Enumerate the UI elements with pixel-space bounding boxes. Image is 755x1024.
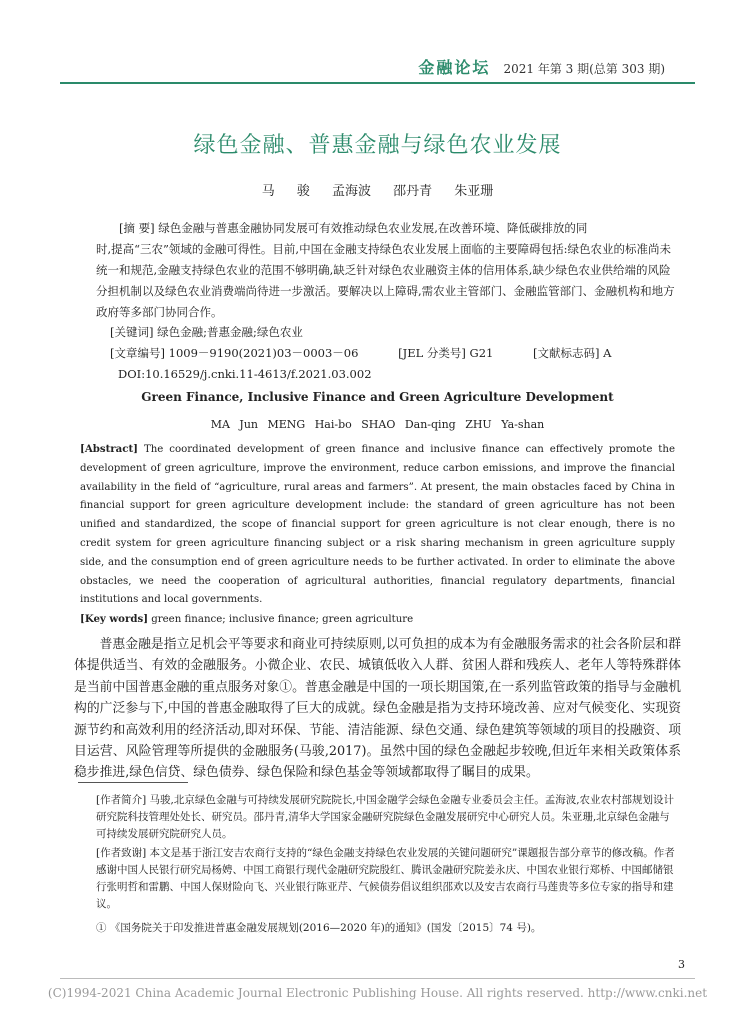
article-meta-row: [110, 343, 675, 364]
body-section: [74, 634, 681, 784]
page-number: 3: [678, 958, 685, 971]
issue-info: 2021 年第 3 期(总第 303 期): [503, 62, 665, 76]
document-code: [文献标志码] A: [533, 346, 612, 360]
abstract-first-line: [摘 要] 绿色金融与普惠金融协同发展可有效推动绿色农业发展,在改善环境、降低碳排放的同: [119, 221, 588, 235]
author-intro: [作者简介] 马骏,北京绿色金融与可持续发展研究院院长,中国金融学会绿色金融专业委员会主任。孟海波,农业农村部规划设计研究院科技管理处处长、研究员。邵丹青,清华大学国家金融研究院绿色金融发展研究中心研究人员。朱亚珊,北京绿色金融与可持续发展研究院研究人员。: [96, 794, 675, 840]
english-title: Green Finance, Inclusive Finance and Green Agriculture Development: [141, 390, 614, 404]
english-keywords: green finance; inclusive finance; green agriculture: [151, 614, 414, 626]
journal-name: 金融论坛: [418, 58, 491, 77]
header-divider: [60, 82, 695, 84]
body-paragraph: 普惠金融是指立足机会平等要求和商业可持续原则,以可负担的成本为有金融服务需求的社会各阶层和群体提供适当、有效的金融服务。小微企业、农民、城镇低收入人群、贫困人群和残疾人、老年人等特殊群体是当前中国普惠金融的重点服务对象①。普惠金融是中国的一项长期国策,在一系列监管政策的指导与金融机构的广泛参与下,中国的普惠金融取得了巨大的成就。绿色金融是指为支持环境改善、应对气候变化、实现资源节约和高效利用的经济活动,即对环保、节能、清洁能源、绿色交通、绿色建筑等领域的项目的投融资、项目运营、风险管理等所提供的金融服务(马骏,2017)。虽然中国的绿色金融起步较晚,但近年来相关政策体系稳步推进,绿色信贷、绿色债券、绿色保险和绿色基金等领域都取得了瞩目的成果。: [74, 637, 681, 781]
chinese-abstract: [96, 218, 675, 323]
jel-code: [JEL 分类号] G21: [398, 346, 494, 360]
article-number: [文章编号] 1009－9190(2021)03－0003－06: [110, 346, 359, 360]
journal-header: [418, 55, 665, 78]
abstract-label: [Abstract]: [80, 443, 138, 455]
english-authors: MA Jun MENG Hai-bo SHAO Dan-qing ZHU Ya-shan: [210, 418, 545, 431]
footer-divider: [60, 978, 695, 979]
keywords-label: [Key words]: [80, 613, 149, 626]
footnote-separator: [78, 782, 188, 783]
copyright-watermark: (C)1994-2021 China Academic Journal Electronic Publishing House. All rights reserved. http://www.cnki.net: [47, 986, 708, 1000]
acknowledgement: [作者致谢] 本文是基于浙江安吉农商行支持的“绿色金融支持绿色农业发展的关键问题研究”课题报告部分章节的修改稿。作者感谢中国人民银行研究局杨娉、中国工商银行现代金融研究院殷红、腾讯金融研究院姜永庆、中国农业银行郑桥、中国邮储银行张明哲和雷鹏、中国人保财险向飞、兴业银行陈亚芹、气候债券倡议组织邵欢以及安吉农商行马莲贵等多位专家的指导和建议。: [96, 847, 675, 910]
english-abstract-text: The coordinated development of green finance and inclusive finance can effectively promote the development of green agriculture, improve the environment, reduce carbon emissions, and improve the financial availability in the field of “agriculture, rural areas and farmers”. At present, the main obstacles faced by China in financial support for green agriculture development include: the standard of green agriculture has not been unified and standardized, the scope of financial support for green agriculture is not clear enough, there is no credit system for green agriculture financing subject or a risk sharing mechanism in green agriculture supply side, and the consumption end of green agriculture needs to be further activated. In order to eliminate the above obstacles, we need the cooperation of agricultural authorities, financial regulatory departments, financial institutions and local governments.: [80, 444, 675, 606]
abstract-text: 时,提高“三农”领域的金融可得性。目前,中国在金融支持绿色农业发展上面临的主要障碍包括:绿色农业的标准尚未统一和规范,金融支持绿色农业的范围不够明确,缺乏针对绿色农业融资主体的信用体系,缺少绿色农业供给端的风险分担机制以及绿色农业消费端尚待进一步激活。要解决以上障碍,需农业主管部门、金融监管部门、金融机构和地方政府等多部门协同合作。: [96, 242, 675, 319]
doi: DOI:10.16529/j.cnki.11-4613/f.2021.03.002: [118, 367, 372, 381]
footnote: ① 《国务院关于印发推进普惠金融发展规划(2016—2020 年)的通知》(国发〔2015〕74 号)。: [96, 922, 542, 934]
page-title: 绿色金融、普惠金融与绿色农业发展: [193, 133, 562, 158]
keywords: [关键词] 绿色金融;普惠金融;绿色农业: [110, 325, 303, 339]
authors: 马 骏 孟海波 邵丹青 朱亚珊: [261, 184, 494, 199]
english-abstract: [80, 440, 675, 630]
author-notes: [96, 792, 677, 915]
